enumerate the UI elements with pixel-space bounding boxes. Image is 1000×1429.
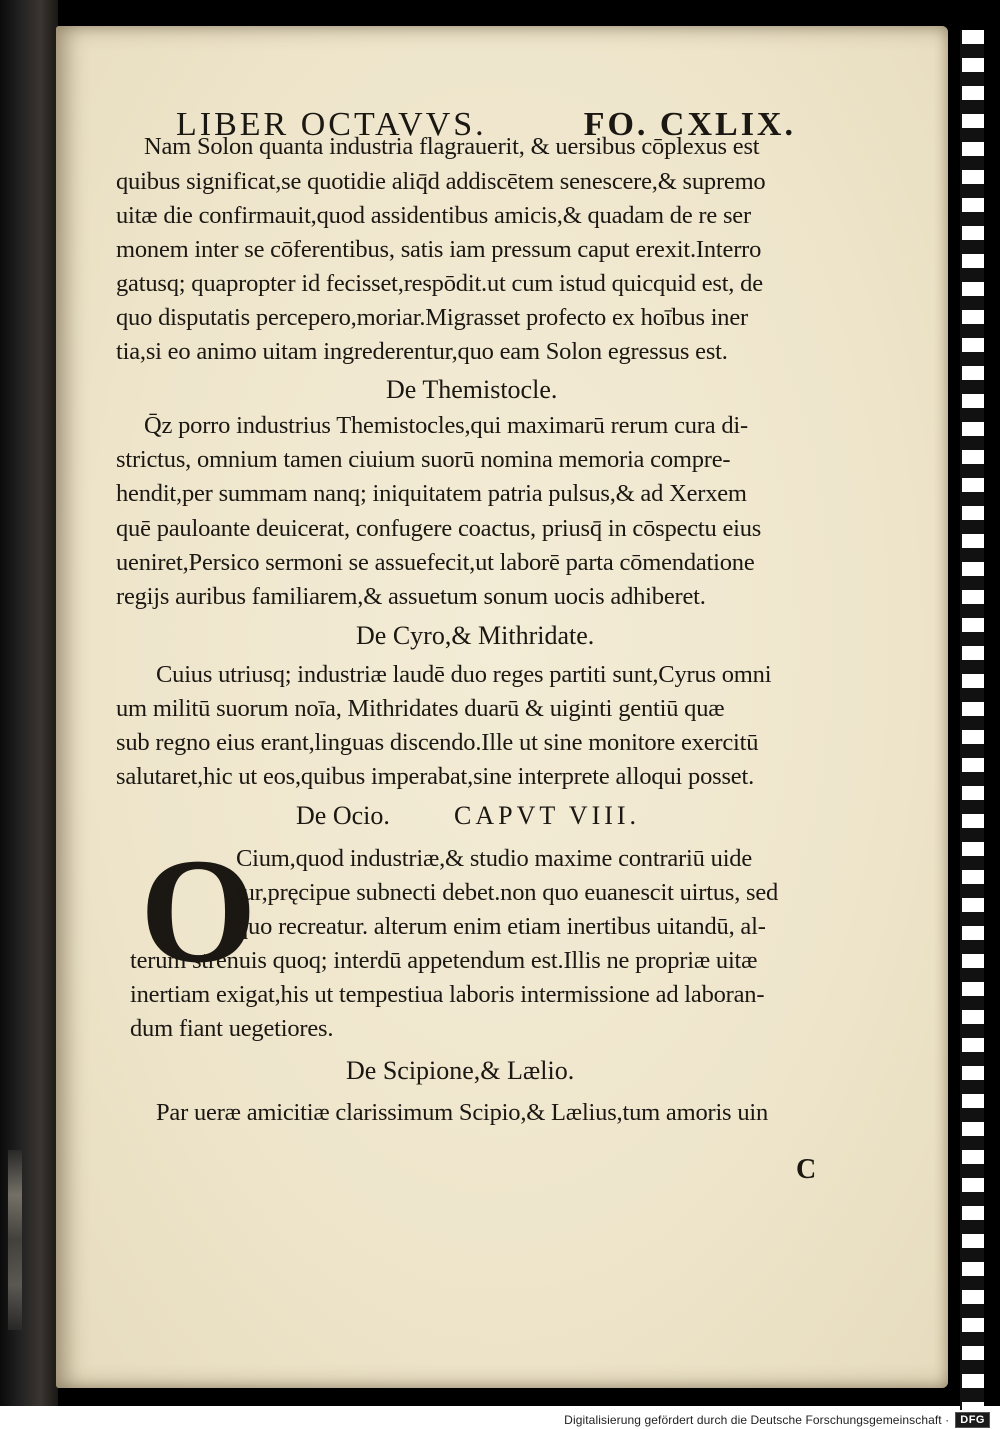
dfg-logo-icon: DFG <box>955 1412 990 1428</box>
chapter-number: CAPVT VIII. <box>454 801 641 830</box>
text-line: quibus significat,se quotidie aliq̄d addiscētem senescere,& supremo <box>116 168 766 195</box>
section-heading: De Scipione,& Lælio. <box>346 1056 575 1085</box>
running-head-title: LIBER OCTAVVS. <box>176 106 487 143</box>
text-line: ueniret,Persico sermoni se assuefecit,ut laborē parta cōmendatione <box>116 549 755 576</box>
chapter-heading-title: De Ocio. <box>296 801 390 830</box>
text-line: salutaret,hic ut eos,quibus imperabat,sine interprete alloqui posset. <box>116 763 754 790</box>
text-line: Cium,quod industriæ,& studio maxime contrariū uide <box>236 845 753 872</box>
text-line: gatusq; quapropter id fecisset,respōdit.ut cum istud quicquid est, de <box>116 270 763 297</box>
paper-page <box>56 26 948 1388</box>
section-heading: De Themistocle. <box>386 375 558 404</box>
text-line: um militū suorum noīa, Mithridates duarū & uiginti gentiū quæ <box>116 695 725 722</box>
text-line: quo disputatis percepero,moriar.Migrasset profecto ex hoībus iner <box>116 304 748 331</box>
text-line: dum fiant uegetiores. <box>130 1015 334 1042</box>
folio-number: FO. CXLIX. <box>583 106 796 143</box>
text-line: hendit,per summam nanq; iniquitatem patria pulsus,& ad Xerxem <box>116 480 747 507</box>
text-line: tur,pręcipue subnecti debet.non quo euanescit uirtus, sed <box>236 879 779 906</box>
text-line: regijs auribus familiarem,& assuetum sonum uocis adhiberet. <box>116 583 706 610</box>
book-binding-edge <box>0 0 58 1406</box>
funding-note: Digitalisierung gefördert durch die Deutsche Forschungsgemeinschaft · <box>564 1412 950 1427</box>
text-line: Cuius utriusq; industriæ laudē duo reges partiti sunt,Cyrus omni <box>156 661 772 688</box>
text-line: strictus, omnium tamen ciuium suorū nomina memoria compre- <box>116 446 731 473</box>
footer-credit <box>564 1410 990 1429</box>
text-line: inertiam exigat,his ut tempestiua laboris intermissione ad laboran- <box>130 981 765 1008</box>
scan-ruler <box>960 30 984 1410</box>
text-line: monem inter se cōferentibus, satis iam pressum caput erexit.Interro <box>116 236 762 263</box>
catchword: C <box>796 1154 817 1185</box>
text-line: quo recreatur. alterum enim etiam inertibus uitandū, al- <box>236 913 766 940</box>
text-line: Nam Solon quanta industria flagrauerit, & uersibus cōplexus est <box>144 133 760 160</box>
text-line: terum strenuis quoq; interdū appetendum est.Illis ne propriæ uitæ <box>130 947 758 974</box>
text-line: sub regno eius erant,linguas discendo.Ille ut sine monitore exercitū <box>116 729 759 756</box>
text-line: tia,si eo animo uitam ingrederentur,quo eam Solon egressus est. <box>116 338 728 365</box>
section-heading: De Cyro,& Mithridate. <box>356 621 595 650</box>
text-line: Par ueræ amicitiæ clarissimum Scipio,& Lælius,tum amoris uin <box>156 1099 769 1126</box>
text-line: Q̄z porro industrius Themistocles,qui maximarū rerum cura di- <box>144 412 748 439</box>
text-line: quē pauloante deuicerat, confugere coactus, priusq̄ in cōspectu eius <box>116 515 762 542</box>
drop-cap-initial: O <box>140 828 257 994</box>
text-line: uitæ die confirmauit,quod assidentibus amicis,& quadam de re ser <box>116 202 751 229</box>
